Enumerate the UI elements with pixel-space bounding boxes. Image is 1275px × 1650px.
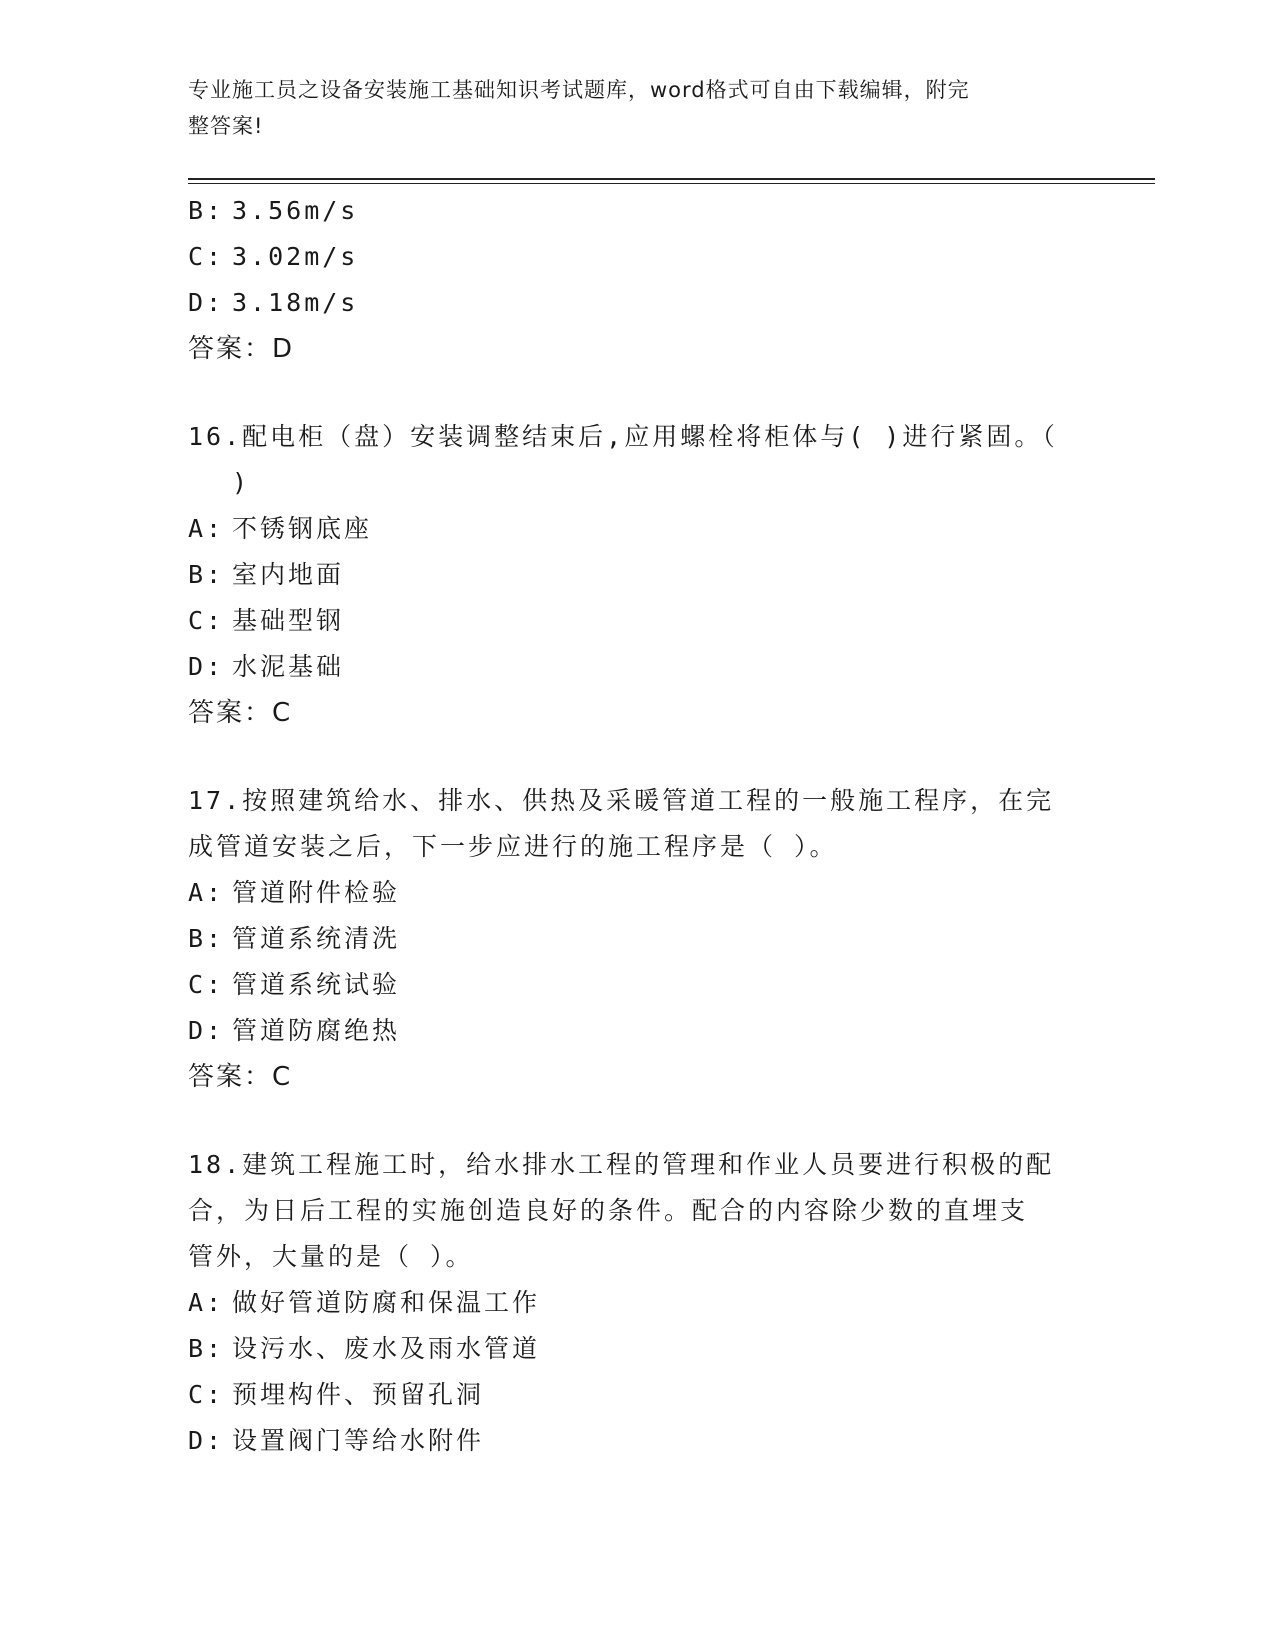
question-17 (188, 778, 1078, 1100)
question-stem: 16.配电柜（盘）安装调整结束后,应用螺栓将柜体与( )进行紧固。（ (188, 422, 1058, 451)
option-b: B: 室内地面 (188, 560, 345, 589)
question-stem-continued: 成管道安装之后，下一步应进行的施工程序是（ ）。 (188, 832, 838, 861)
question-stem-continued: 管外，大量的是（ ）。 (188, 1242, 474, 1271)
answer-line: 答案：C (188, 698, 293, 728)
question-stem: 18.建筑工程施工时，给水排水工程的管理和作业人员要进行积极的配 (188, 1150, 1055, 1179)
option-c: C: 管道系统试验 (188, 970, 401, 999)
option-d: D: 管道防腐绝热 (188, 1016, 401, 1045)
option-d: D: 设置阀门等给水附件 (188, 1426, 485, 1455)
answer-line: 答案：C (188, 1062, 293, 1092)
option-a: A: 做好管道防腐和保温工作 (188, 1288, 541, 1317)
header-line-2: 整答案! (188, 114, 264, 138)
option-b: B: 3.56m/s (188, 196, 359, 225)
option-c: C: 预埋构件、预留孔洞 (188, 1380, 485, 1409)
header-rule-thin (188, 183, 1155, 184)
option-a: A: 不锈钢底座 (188, 514, 373, 543)
option-c: C: 3.02m/s (188, 242, 359, 271)
header-rule-thick (188, 178, 1155, 180)
option-c: C: 基础型钢 (188, 606, 345, 635)
option-d: D: 3.18m/s (188, 288, 359, 317)
question-16 (188, 414, 1078, 736)
question-stem-continued: ) (232, 468, 251, 497)
option-b: B: 设污水、废水及雨水管道 (188, 1334, 541, 1363)
question-stem-continued: 合，为日后工程的实施创造良好的条件。配合的内容除少数的直埋支 (188, 1196, 1029, 1225)
document-header (188, 72, 1068, 144)
question-content (188, 188, 1078, 1464)
question-18 (188, 1142, 1078, 1464)
option-d: D: 水泥基础 (188, 652, 345, 681)
answer-line: 答案：D (188, 334, 295, 364)
option-b: B: 管道系统清洗 (188, 924, 401, 953)
question-stem: 17.按照建筑给水、排水、供热及采暖管道工程的一般施工程序，在完 (188, 786, 1055, 815)
previous-question-tail (188, 188, 1078, 372)
option-a: A: 管道附件检验 (188, 878, 401, 907)
header-line-1: 专业施工员之设备安装施工基础知识考试题库，word格式可自由下载编辑，附完 (188, 78, 970, 102)
